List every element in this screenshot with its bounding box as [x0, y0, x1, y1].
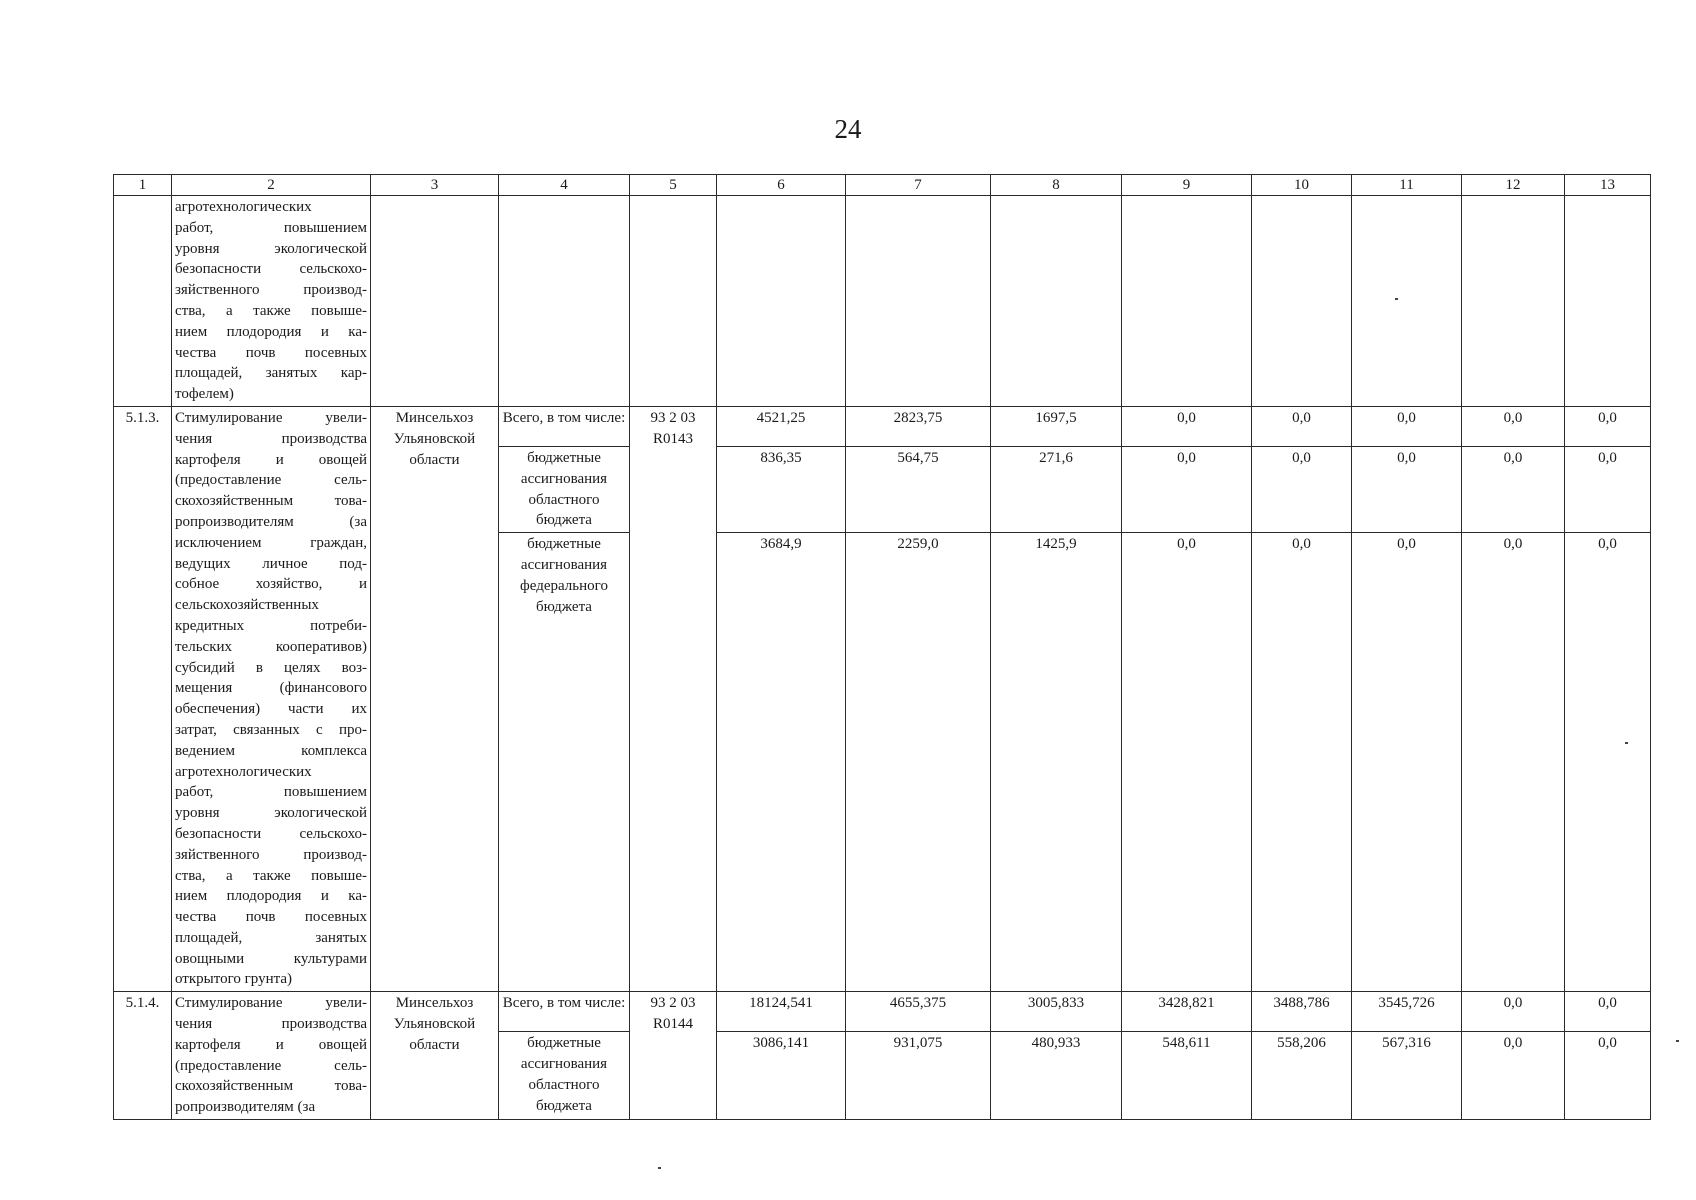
scan-speck: [1676, 1040, 1679, 1042]
funding-value: 0,0: [1252, 533, 1352, 992]
column-header: 5: [630, 175, 717, 196]
measure-number: 5.1.3.: [114, 406, 172, 991]
funding-value: 3684,9: [717, 533, 846, 992]
funding-value: 480,933: [991, 1032, 1122, 1120]
empty-cell: [1252, 196, 1352, 407]
description-line: картофеля и овощей: [175, 451, 367, 468]
empty-cell: [630, 196, 717, 407]
column-header: 10: [1252, 175, 1352, 196]
description-line: зяйственного производ-: [175, 282, 367, 299]
executor: Минсельхоз Ульяновской области: [371, 992, 499, 1120]
empty-cell: [1352, 196, 1462, 407]
description-line: исключением граждан,: [175, 534, 367, 551]
row-number-empty: [114, 196, 172, 407]
funding-value: 4655,375: [846, 992, 991, 1032]
funding-value: 0,0: [1462, 992, 1565, 1032]
funding-value: 3086,141: [717, 1032, 846, 1120]
funding-value: 567,316: [1352, 1032, 1462, 1120]
column-header: 7: [846, 175, 991, 196]
description-line: агротехнологических: [175, 199, 312, 215]
column-header: 6: [717, 175, 846, 196]
description-line: зяйственного производ-: [175, 846, 367, 863]
funding-value: 0,0: [1565, 992, 1651, 1032]
page-number: 24: [834, 114, 862, 144]
funding-value: 0,0: [1565, 533, 1651, 992]
measure-description: [172, 992, 371, 1120]
budget-table: [113, 174, 1651, 1120]
funding-value: 558,206: [1252, 1032, 1352, 1120]
funding-value: 0,0: [1352, 406, 1462, 446]
empty-cell: [717, 196, 846, 407]
funding-source: Всего, в том числе:: [499, 992, 630, 1032]
description-line: безопасности сельскохо-: [175, 261, 367, 278]
budget-code: 93 2 03 R0143: [630, 406, 717, 991]
funding-value: 0,0: [1462, 1032, 1565, 1120]
empty-cell: [1122, 196, 1252, 407]
description-line: (предоставление сель-: [175, 472, 367, 489]
funding-source: бюджетные ассигнования областного бюджета: [499, 446, 630, 532]
description-line: ведущих личное под-: [175, 555, 367, 572]
funding-value: 0,0: [1252, 446, 1352, 532]
description-line: агротехнологических: [175, 763, 312, 780]
funding-value: 931,075: [846, 1032, 991, 1120]
header-row: [114, 175, 1651, 196]
column-header: 3: [371, 175, 499, 196]
funding-value: 0,0: [1352, 446, 1462, 532]
empty-cell: [1565, 196, 1651, 407]
funding-value: 0,0: [1462, 446, 1565, 532]
description-line: работ, повышением: [175, 219, 367, 236]
funding-value: 1425,9: [991, 533, 1122, 992]
executor: Минсельхоз Ульяновской области: [371, 406, 499, 991]
funding-source: Всего, в том числе:: [499, 406, 630, 446]
funding-value: 3545,726: [1352, 992, 1462, 1032]
funding-value: 0,0: [1122, 406, 1252, 446]
funding-value: 271,6: [991, 446, 1122, 532]
description-line: ства, а также повыше-: [175, 302, 367, 319]
funding-value: 0,0: [1122, 533, 1252, 992]
empty-cell: [499, 196, 630, 407]
funding-value: 0,0: [1462, 406, 1565, 446]
column-header: 8: [991, 175, 1122, 196]
description-line: Стимулирование увели-: [175, 409, 367, 426]
description-line: открытого грунта): [175, 971, 292, 988]
description-line: нием плодородия и ка-: [175, 888, 367, 905]
budget-code: 93 2 03 R0144: [630, 992, 717, 1120]
description-line: затрат, связанных с про-: [175, 721, 367, 738]
column-header: 2: [172, 175, 371, 196]
column-header: 4: [499, 175, 630, 196]
measure-number: 5.1.4.: [114, 992, 172, 1120]
description-line: чества почв посевных: [175, 909, 367, 926]
description-line: чения производства: [175, 1016, 367, 1033]
empty-cell: [991, 196, 1122, 407]
description-line: нием плодородия и ка-: [175, 323, 367, 340]
funding-value: 548,611: [1122, 1032, 1252, 1120]
scan-speck: [1625, 742, 1628, 744]
funding-value: 3005,833: [991, 992, 1122, 1032]
table-row: [114, 992, 1651, 1032]
funding-value: 3488,786: [1252, 992, 1352, 1032]
description-line: сельскохозяйственных: [175, 597, 319, 614]
funding-source: бюджетные ассигнования федерального бюджета: [499, 533, 630, 992]
description-line: ства, а также повыше-: [175, 867, 367, 884]
funding-value: 0,0: [1252, 406, 1352, 446]
description-line: Стимулирование увели-: [175, 995, 367, 1012]
description-line: ропроизводителям (за: [175, 513, 367, 530]
column-header: 9: [1122, 175, 1252, 196]
description-line: кредитных потреби-: [175, 617, 367, 634]
measure-description: [172, 406, 371, 991]
description-line: ведением комплекса: [175, 742, 367, 759]
funding-value: 3428,821: [1122, 992, 1252, 1032]
funding-value: 0,0: [1565, 406, 1651, 446]
column-header: 11: [1352, 175, 1462, 196]
description-line: площадей, занятых кар-: [175, 365, 367, 382]
funding-value: 0,0: [1462, 533, 1565, 992]
empty-cell: [371, 196, 499, 407]
funding-value: 0,0: [1565, 446, 1651, 532]
funding-value: 2259,0: [846, 533, 991, 992]
description-line: картофеля и овощей: [175, 1036, 367, 1053]
funding-value: 4521,25: [717, 406, 846, 446]
description-line: чества почв посевных: [175, 344, 367, 361]
description-line: тофелем): [175, 386, 234, 403]
funding-source: бюджетные ассигнования областного бюджета: [499, 1032, 630, 1120]
description-line: площадей, занятых: [175, 929, 367, 946]
description-line: работ, повышением: [175, 784, 367, 801]
description-line: мещения (финансового: [175, 680, 367, 697]
table-row: [114, 406, 1651, 446]
table-row: [114, 196, 1651, 407]
funding-value: 0,0: [1352, 533, 1462, 992]
funding-value: 836,35: [717, 446, 846, 532]
description-line: тельских кооперативов): [175, 638, 367, 655]
empty-cell: [1462, 196, 1565, 407]
description-line: чения производства: [175, 430, 367, 447]
description-line: уровня экологической: [175, 240, 367, 257]
description-line: скохозяйственным това-: [175, 1078, 367, 1095]
description-line: скохозяйственным това-: [175, 493, 367, 510]
description-line: ропроизводителям (за: [175, 1099, 316, 1116]
scan-speck: [1395, 298, 1398, 300]
empty-cell: [846, 196, 991, 407]
scan-speck: [658, 1167, 661, 1169]
column-header: 1: [114, 175, 172, 196]
funding-value: 2823,75: [846, 406, 991, 446]
description-line: собное хозяйство, и: [175, 576, 367, 593]
funding-value: 0,0: [1565, 1032, 1651, 1120]
description-line: уровня экологической: [175, 805, 367, 822]
description-line: овощными культурами: [175, 950, 367, 967]
funding-value: 18124,541: [717, 992, 846, 1032]
description-line: безопасности сельскохо-: [175, 825, 367, 842]
description-line: обеспечения) части их: [175, 701, 367, 718]
funding-value: 0,0: [1122, 446, 1252, 532]
measure-description: [172, 196, 371, 407]
description-line: субсидий в целях воз-: [175, 659, 367, 676]
description-line: (предоставление сель-: [175, 1057, 367, 1074]
column-header: 13: [1565, 175, 1651, 196]
column-header: 12: [1462, 175, 1565, 196]
funding-value: 564,75: [846, 446, 991, 532]
funding-value: 1697,5: [991, 406, 1122, 446]
